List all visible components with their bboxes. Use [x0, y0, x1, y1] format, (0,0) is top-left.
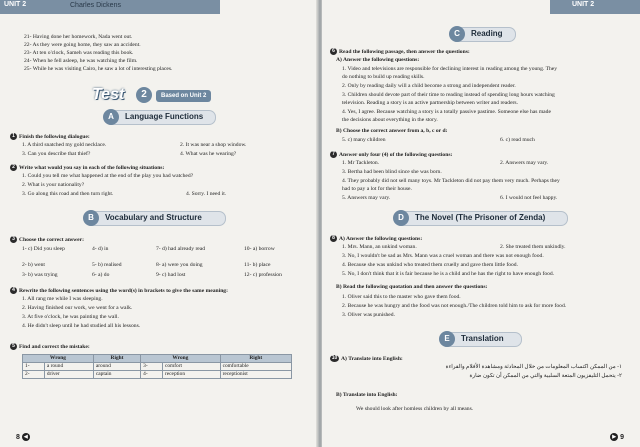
- table-cell: comfort: [162, 363, 220, 371]
- answer-line: 5. c) many children: [342, 137, 386, 143]
- choice-answer: 12- c) profession: [244, 272, 282, 278]
- question-number: 2: [10, 164, 17, 171]
- section-e-banner: [440, 332, 522, 347]
- right-header-bar: [550, 0, 640, 14]
- choice-answer: 11- b) place: [244, 262, 271, 268]
- table-cell: around: [93, 363, 140, 371]
- section-c-letter: C: [449, 26, 465, 42]
- answer-line: 3. Bertha had been blind since she was born.: [342, 169, 442, 175]
- choice-row: [22, 246, 312, 256]
- question-9: B) Read the following quotation and then answer the questions:: [336, 284, 488, 290]
- answer-line: 2. Answers may vary.: [500, 160, 549, 166]
- answer-line: 1. Mr Tackleton.: [342, 160, 380, 166]
- table-cell: reception: [162, 371, 220, 379]
- answer-line: 25- While he was visiting Cairo, he saw a lot of interesting places.: [24, 66, 173, 72]
- column-header: Wrong: [23, 355, 94, 363]
- answer-line: 4. They probably did not sell many toys. Mr Tackleton did not pay them very much. Perhaps they: [342, 178, 560, 184]
- answer-line: 1. A third snatched my gold necklace.: [22, 142, 107, 148]
- question-text: Write what would you say in each of the following situations:: [19, 164, 165, 171]
- answer-line: 4. What was he wearing?: [180, 151, 237, 157]
- test-word: Test: [92, 86, 125, 103]
- question-7: [330, 151, 452, 159]
- question-2: [10, 164, 164, 172]
- choice-answer: 9- c) had lost: [156, 272, 186, 278]
- arabic-line: ١- من الممكن اكتساب المعلومات من خلال المحادثة ومشاهدة الأفلام والقراءة: [445, 364, 622, 370]
- choices-grid: [22, 246, 312, 276]
- answer-line: 5. No, I don't think that it is fair because he is a child and he has the right to have enough food.: [342, 271, 555, 277]
- question-4: [10, 287, 228, 295]
- answer-line: 2. She treated them unkindly.: [500, 244, 566, 250]
- table-row: [23, 363, 292, 371]
- arabic-line: ٢- يتحمل التليفزيون المتعة السلبية والتي من الممكن أن تكون ضارة: [469, 373, 622, 379]
- answer-line: 1. All rang me while I was sleeping.: [22, 296, 103, 302]
- section-a-letter: A: [103, 109, 119, 125]
- column-header: Right: [93, 355, 140, 363]
- answer-line: 1. Video and televisions are responsible for declining interest in reading among the young. They: [342, 66, 558, 72]
- page-number-text: 9: [620, 433, 624, 441]
- answer-line: 4. Because she was unkind who treated them cruelly and gave them little food.: [342, 262, 518, 268]
- test-banner: [92, 86, 242, 106]
- answer-line: 6. I would not feel happy.: [500, 195, 558, 201]
- question-10: [330, 355, 403, 363]
- left-page: [0, 0, 318, 447]
- section-c-banner: [450, 27, 516, 42]
- choice-row: [22, 262, 312, 272]
- section-b-title: Vocabulary and Structure: [105, 213, 202, 222]
- question-number: 5: [10, 343, 17, 350]
- left-header-bar: [0, 0, 220, 14]
- choice-answer: 5- b) realised: [92, 262, 122, 268]
- question-6: [330, 48, 470, 56]
- choice-answer: 2- b) went: [22, 262, 45, 268]
- answer-line: 2. Only by reading daily will a child become a strong and independent reader.: [342, 83, 516, 89]
- sub-question: B) Translate into English:: [336, 392, 398, 398]
- answer-line: had to pay a lot for their house.: [342, 186, 412, 192]
- sub-question: A) Answer the following questions:: [336, 57, 420, 63]
- answer-line: 3. Go along this road and then turn right.: [22, 191, 114, 197]
- question-text: Answer only four (4) of the following questions:: [339, 151, 453, 158]
- question-text: Finish the following dialogue:: [19, 133, 90, 140]
- question-number: 1: [10, 133, 17, 140]
- table-header-row: [23, 355, 292, 363]
- answer-line: 21- Having done her homework, Nada went out.: [24, 34, 133, 40]
- table-cell: receptionist: [220, 371, 291, 379]
- left-author: Charles Dickens: [70, 2, 121, 9]
- page-number-text: 8: [16, 433, 20, 441]
- choice-answer: 7- d) had already read: [156, 246, 206, 252]
- answer-line: television. Reading a story is an active partnership between writer and readers.: [342, 100, 518, 106]
- question-text: A) Translate into English:: [341, 355, 403, 362]
- question-1: [10, 133, 90, 141]
- answer-line: 2. It was near a shop window.: [180, 142, 247, 148]
- answer-line: 3. Children should devote part of their time to reading instead of spending long hours watching: [342, 92, 555, 98]
- answer-line: 2. What is your nationality?: [22, 182, 85, 188]
- question-text: Read the following passage, then answer the questions:: [339, 48, 470, 55]
- question-number: 10: [331, 355, 338, 361]
- choice-answer: 4- d) in: [92, 246, 109, 252]
- answer-line: 3. Oliver was punished.: [342, 312, 395, 318]
- mistakes-table: [22, 354, 292, 379]
- question-number: 4: [10, 287, 17, 294]
- left-unit-label: UNIT 2: [4, 1, 27, 8]
- choice-answer: 1- c) Did you sleep: [22, 246, 65, 252]
- question-text: A) Answer the following questions:: [339, 235, 423, 242]
- column-header: Wrong: [141, 355, 220, 363]
- section-b-banner: [84, 211, 226, 226]
- answer-line: We should look after homless children by all means.: [356, 406, 474, 412]
- answer-line: 5. Answers may vary.: [342, 195, 391, 201]
- answer-line: 2. Because he was hungry and the food was not enough./The children told him to ask for more food.: [342, 303, 567, 309]
- section-a-banner: [104, 110, 216, 125]
- test-based-on: Based on Unit 2: [156, 90, 211, 102]
- choice-answer: 3- b) was trying: [22, 272, 58, 278]
- table-row: [23, 371, 292, 379]
- table-cell: driver: [44, 371, 93, 379]
- right-page: [322, 0, 640, 447]
- choice-answer: 6- a) do: [92, 272, 110, 278]
- question-5: [10, 343, 90, 351]
- question-number: 3: [10, 236, 17, 243]
- section-e-title: Translation: [461, 334, 504, 343]
- table-cell: captain: [93, 371, 140, 379]
- answer-line: the decisions about everything in the story.: [342, 117, 438, 123]
- table-cell: 2-: [23, 371, 45, 379]
- sub-question: B) Choose the correct answer from a, b, c or d:: [336, 128, 448, 134]
- table-cell: 3-: [141, 363, 163, 371]
- section-d-title: The Novel (The Prisoner of Zenda): [415, 213, 546, 222]
- section-c-title: Reading: [471, 29, 503, 38]
- left-page-number: [16, 433, 30, 441]
- question-text: Find and correct the mistake:: [19, 343, 90, 350]
- answer-line: 4. He didn't sleep until he had studied all his lessons.: [22, 323, 141, 329]
- section-d-letter: D: [393, 210, 409, 226]
- answer-line: 22- As they were going home, they saw an accident.: [24, 42, 141, 48]
- test-number: 2: [136, 87, 152, 103]
- section-b-letter: B: [83, 210, 99, 226]
- answer-line: 1. Could you tell me what happened at the end of the play you had watched?: [22, 173, 194, 179]
- question-text: Rewrite the following sentences using the word(s) in brackets to give the same meaning:: [19, 287, 228, 294]
- answer-line: 4. Yes, I agree. Because watching a story is a totally passive pastime. Someone else has made: [342, 109, 551, 115]
- answer-line: 3. No, I wouldn't be sad as Mrs. Mann was a cruel woman and there was not enough food.: [342, 253, 544, 259]
- right-page-number: [610, 433, 624, 441]
- answer-line: do nothing to build up reading skills.: [342, 74, 425, 80]
- choice-answer: 10- a) borrow: [244, 246, 275, 252]
- question-number: 6: [330, 48, 337, 55]
- page-arrow-icon: ▶: [610, 433, 618, 441]
- choice-row: [22, 272, 312, 282]
- question-text: Choose the correct answer:: [19, 236, 84, 243]
- question-number: 7: [330, 151, 337, 158]
- column-header: Right: [220, 355, 291, 363]
- question-number: 8: [330, 235, 337, 242]
- section-a-title: Language Functions: [125, 112, 204, 121]
- answer-line: 3. Can you describe that thief?: [22, 151, 91, 157]
- table-cell: 1-: [23, 363, 45, 371]
- answer-line: 2. Having finished our work, we went for a walk.: [22, 305, 133, 311]
- table-cell: comfortable: [220, 363, 291, 371]
- answer-line: 23- At ten o'clock, Sameh was reading this book.: [24, 50, 134, 56]
- answer-line: 24- When he fell asleep, he was watching the film.: [24, 58, 138, 64]
- table-cell: a round: [44, 363, 93, 371]
- answer-line: 1. Mrs. Mann, an unkind woman.: [342, 244, 417, 250]
- question-8: [330, 235, 422, 243]
- answer-line: 3. At five o'clock, he was painting the wall.: [22, 314, 119, 320]
- section-e-letter: E: [439, 331, 455, 347]
- answer-line: 1. Oliver said this to the master who gave them food.: [342, 294, 461, 300]
- question-3: [10, 236, 84, 244]
- answer-line: 4. Sorry. I need it.: [186, 191, 227, 197]
- choice-answer: 8- a) were you doing: [156, 262, 203, 268]
- page-arrow-icon: ◀: [22, 433, 30, 441]
- section-d-banner: [394, 211, 568, 226]
- answer-line: 6. c) read much: [500, 137, 535, 143]
- right-unit-label: UNIT 2: [572, 1, 595, 8]
- table-cell: 4-: [141, 371, 163, 379]
